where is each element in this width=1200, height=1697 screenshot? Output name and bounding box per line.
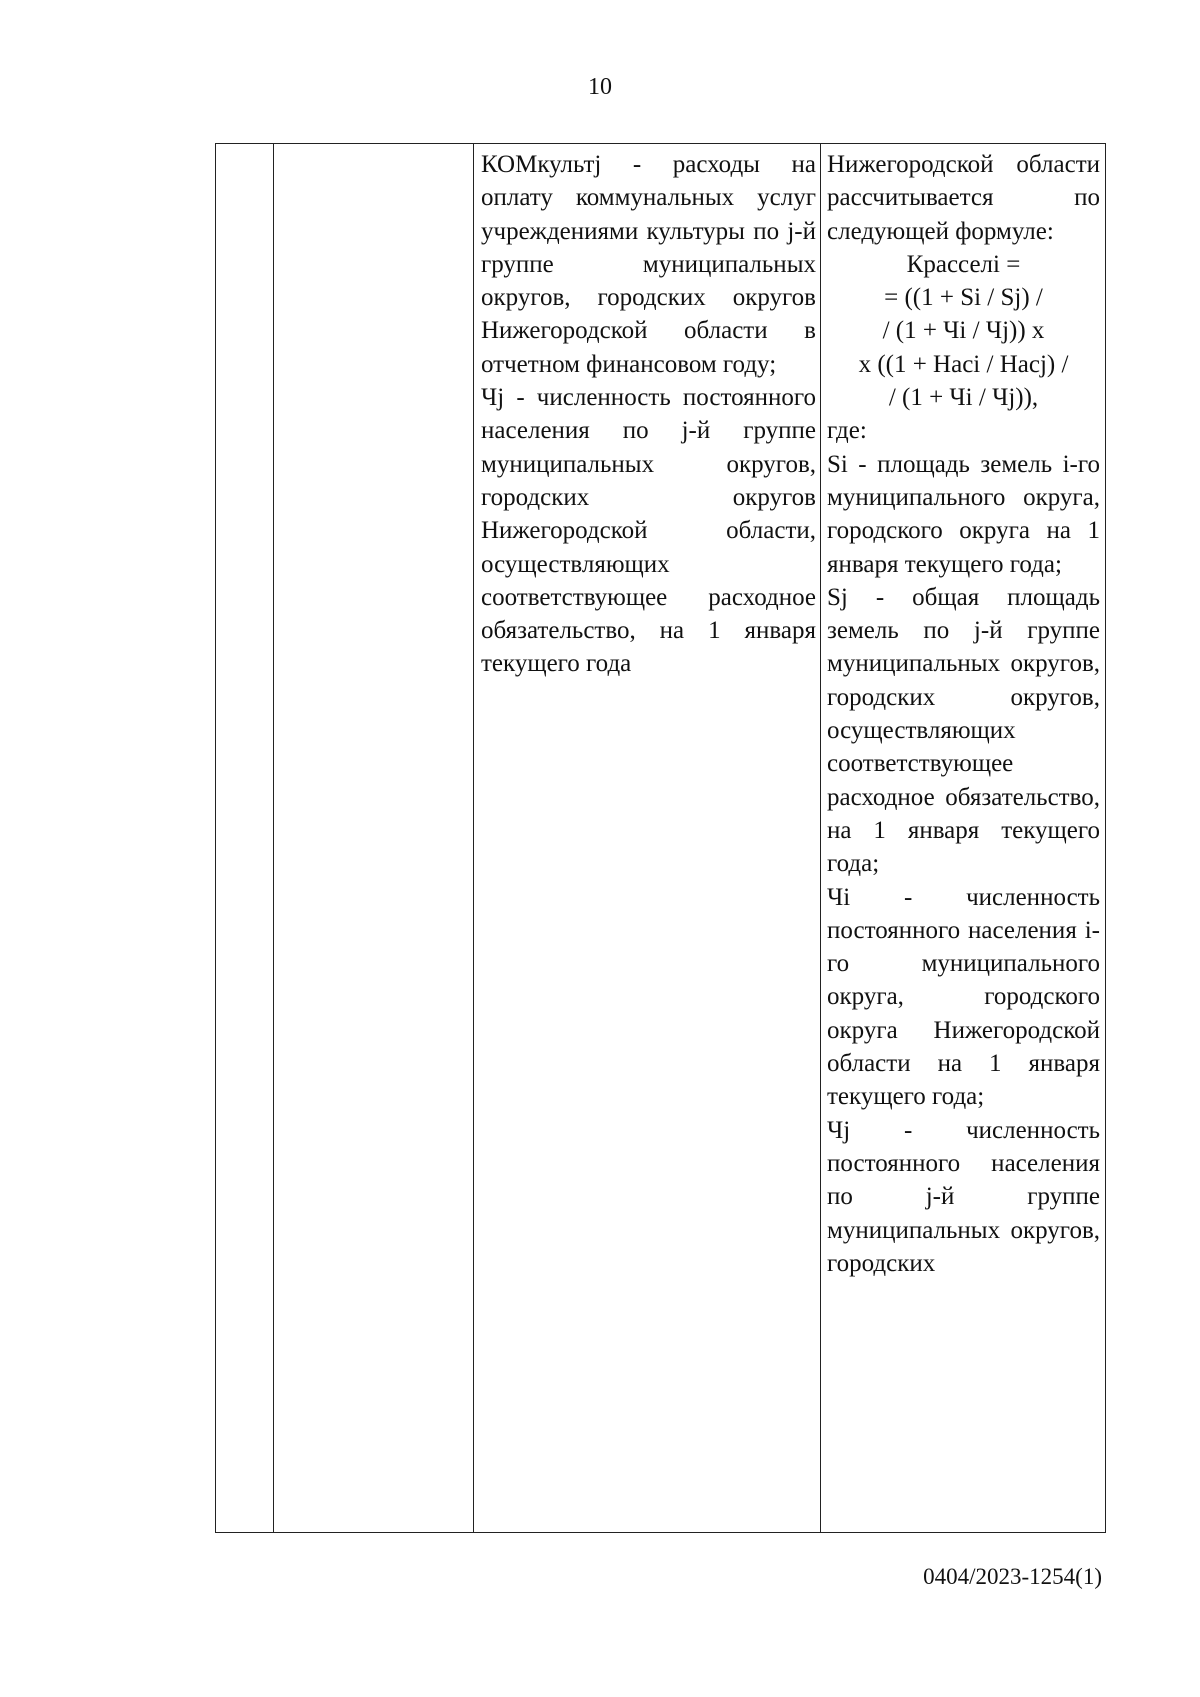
- formula-where: где:: [827, 417, 867, 445]
- definition-kom-kult: КОМкультj - расходы на оплату коммунальных услуг учреждениями культуры по j-й группе муниципальных округов, городских округов Нижегородской области в отчетном финансовом году;: [481, 151, 816, 378]
- formula-line: x ((1 + Насi / Насj) /: [858, 350, 1069, 378]
- definition-chj: Чj - численность постоянного населения по j-й группе муниципальных округов, городских: [827, 1116, 1100, 1277]
- definition-sj: Sj - общая площадь земель по j-й группе муниципальных округов, городских округов, осуществляющих соответствующее расходное обязательство, на 1 января текущего года;: [827, 583, 1100, 878]
- formula-line: / (1 + Чi / Чj)),: [888, 384, 1039, 412]
- formula-line: Красселi =: [906, 250, 1021, 278]
- table-cell-formula: [821, 144, 1106, 1533]
- formula-intro: Нижегородской области рассчитывается по следующей формуле:: [827, 151, 1100, 245]
- formula-line: / (1 + Чi / Чj)) x: [882, 317, 1045, 345]
- description-text: [474, 144, 820, 681]
- table-cell-description: [474, 144, 821, 1533]
- table-cell-number: [216, 144, 274, 1533]
- document-number: 0404/2023-1254(1): [923, 1564, 1102, 1589]
- definition-si: Si - площадь земель i-го муниципального округа, городского округа на 1 января текущего года;: [827, 450, 1100, 578]
- table-row: [216, 144, 1106, 1533]
- formula-text: [821, 144, 1105, 1280]
- formula-line: = ((1 + Si / Sj) /: [884, 284, 1043, 312]
- table-cell-name: [274, 144, 474, 1533]
- page-number: 10: [588, 74, 612, 100]
- definition-population-group: Чj - численность постоянного населения по j-й группе муниципальных округов, городских округов Нижегородской области, осуществляющих соответствующее расходное обязательство, на 1 января текущего года: [481, 384, 816, 678]
- document-table: [215, 143, 1106, 1533]
- formula: [827, 248, 1100, 414]
- definition-chi: Чi - численность постоянного населения i-го муниципального округа, городского округа Нижегородской области на 1 января текущего года;: [827, 883, 1100, 1111]
